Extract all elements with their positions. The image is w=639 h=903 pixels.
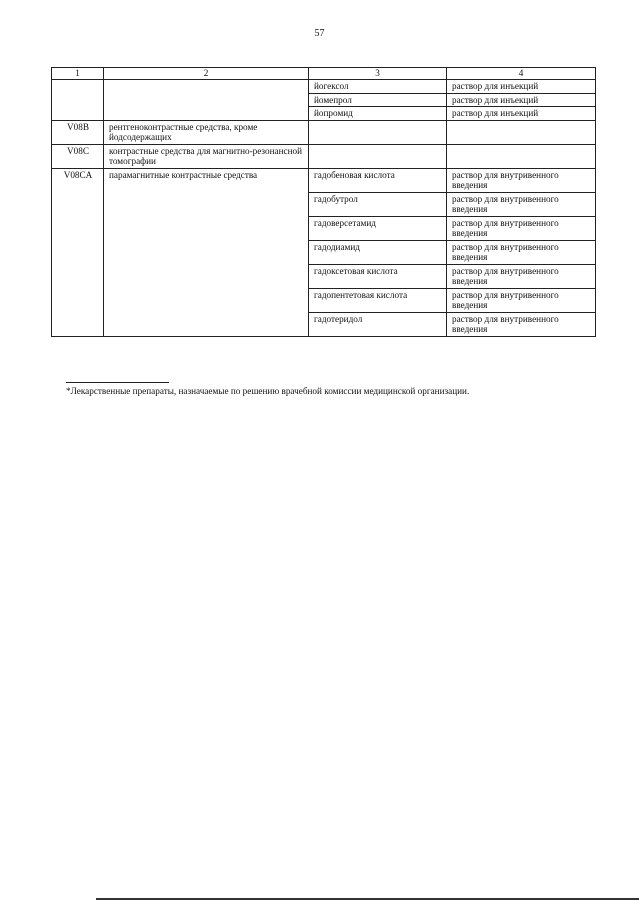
drug-name: гадодиамид bbox=[309, 240, 447, 264]
drug-name: гадобеновая кислота bbox=[309, 168, 447, 192]
atc-code-cell: V08B bbox=[52, 120, 104, 144]
drug-name: гадопентетовая кислота bbox=[309, 288, 447, 312]
group-name-cell bbox=[104, 80, 309, 121]
drug-name bbox=[309, 120, 447, 144]
drug-name: йогексол bbox=[309, 80, 447, 94]
dosage-form: раствор для инъекций bbox=[447, 80, 596, 94]
drug-name: гадоксетовая кислота bbox=[309, 264, 447, 288]
table-row bbox=[52, 144, 596, 168]
drug-name bbox=[309, 144, 447, 168]
dosage-form: раствор для инъекций bbox=[447, 93, 596, 107]
column-header: 4 bbox=[447, 68, 596, 80]
table-row bbox=[52, 168, 596, 192]
dosage-form: раствор для внутривенного введения bbox=[447, 240, 596, 264]
bottom-edge-rule bbox=[96, 898, 639, 900]
group-name-cell: контрастные средства для магнитно-резонансной томографии bbox=[104, 144, 309, 168]
footnote: *Лекарственные препараты, назначаемые по решению врачебной комиссии медицинской организации. bbox=[66, 386, 470, 396]
column-header: 1 bbox=[52, 68, 104, 80]
table-header-row bbox=[52, 68, 596, 80]
group-name-cell: рентгеноконтрастные средства, кроме йодсодержащих bbox=[104, 120, 309, 144]
atc-code-cell bbox=[52, 80, 104, 121]
dosage-form: раствор для внутривенного введения bbox=[447, 264, 596, 288]
atc-code-cell: V08C bbox=[52, 144, 104, 168]
drug-name: гадотеридол bbox=[309, 312, 447, 336]
drug-name: йомепрол bbox=[309, 93, 447, 107]
dosage-form: раствор для внутривенного введения bbox=[447, 216, 596, 240]
column-header: 2 bbox=[104, 68, 309, 80]
footnote-divider bbox=[66, 382, 169, 383]
table-row bbox=[52, 80, 596, 94]
drug-name: йопромид bbox=[309, 107, 447, 121]
dosage-form bbox=[447, 120, 596, 144]
page-number: 57 bbox=[314, 28, 325, 39]
drug-name: гадобутрол bbox=[309, 192, 447, 216]
table-row bbox=[52, 120, 596, 144]
dosage-form: раствор для внутривенного введения bbox=[447, 192, 596, 216]
column-header: 3 bbox=[309, 68, 447, 80]
group-name-cell: парамагнитные контрастные средства bbox=[104, 168, 309, 336]
drug-name: гадоверсетамид bbox=[309, 216, 447, 240]
atc-code-cell: V08CA bbox=[52, 168, 104, 336]
dosage-form: раствор для внутривенного введения bbox=[447, 288, 596, 312]
dosage-form bbox=[447, 144, 596, 168]
drug-table bbox=[51, 67, 596, 337]
dosage-form: раствор для внутривенного введения bbox=[447, 168, 596, 192]
dosage-form: раствор для инъекций bbox=[447, 107, 596, 121]
dosage-form: раствор для внутривенного введения bbox=[447, 312, 596, 336]
